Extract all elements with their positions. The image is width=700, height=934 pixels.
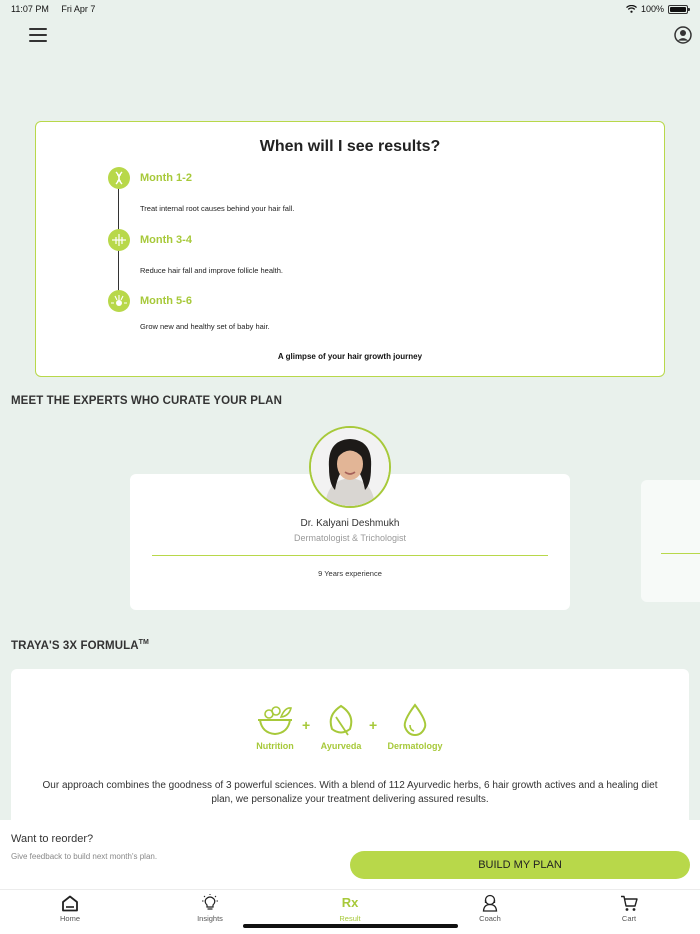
step-month-3: Month 5-6 [140, 295, 192, 307]
expert-divider [152, 555, 548, 556]
plus-icon: + [369, 717, 378, 733]
tab-label-home: Home [59, 914, 80, 923]
battery-percent: 100% [640, 4, 664, 14]
formula-section-title [11, 639, 149, 652]
tab-home[interactable] [40, 894, 100, 923]
step-month-2: Month 3-4 [140, 234, 192, 246]
wifi-icon [626, 5, 637, 13]
formula-label-ayurveda: Ayurveda [320, 741, 362, 751]
status-left [11, 4, 95, 14]
tab-cart[interactable] [599, 894, 659, 923]
hamburger-menu-icon[interactable] [29, 28, 47, 42]
tab-coach[interactable] [460, 894, 520, 923]
reorder-subtitle: Give feedback to build next month's plan. [11, 852, 158, 861]
formula-card [11, 669, 689, 829]
battery-level [670, 7, 686, 12]
cart-icon [620, 895, 638, 912]
bowl-icon [255, 703, 295, 737]
formula-label-nutrition: Nutrition [256, 741, 294, 751]
build-my-plan-button[interactable]: BUILD MY PLAN [350, 851, 690, 879]
profile-icon[interactable] [674, 26, 692, 44]
step-desc-2: Reduce hair fall and improve follicle health. [140, 266, 283, 275]
avatar [309, 426, 391, 508]
reorder-title: Want to reorder? [11, 833, 94, 845]
trademark: TM [138, 639, 149, 646]
plus-icon: + [302, 717, 311, 733]
leaf-icon [324, 703, 358, 737]
results-card [35, 121, 665, 377]
status-date: Fri Apr 7 [61, 4, 96, 14]
formula-description: Our approach combines the goodness of 3 powerful sciences. With a blend of 112 Ayurvedic herbs, 6 hair growth actives and a healing diet plan, we personalize your treatment delivering assured results. [42, 780, 658, 805]
journey-caption: A glimpse of your hair growth journey [277, 352, 423, 361]
step-desc-3: Grow new and healthy set of baby hair. [140, 322, 270, 331]
drop-icon [400, 703, 430, 737]
bulb-icon [201, 894, 219, 912]
expert-card-next[interactable] [641, 480, 700, 602]
dna-icon [108, 167, 130, 189]
expert-role: Dermatologist & Trichologist [293, 533, 407, 543]
tab-label-cart: Cart [621, 914, 637, 923]
status-right [626, 4, 688, 14]
coach-icon [482, 894, 498, 912]
status-bar [0, 0, 700, 18]
status-time: 11:07 PM [11, 4, 49, 14]
formula-label-dermatology: Dermatology [387, 741, 443, 751]
formula-title-text: TRAYA'S 3X FORMULA [11, 639, 139, 652]
home-indicator [243, 924, 458, 928]
expert-name: Dr. Kalyani Deshmukh [300, 518, 400, 529]
formula-ayurveda [315, 703, 367, 751]
results-title: When will I see results? [259, 138, 441, 155]
tab-label-result: Result [339, 914, 361, 923]
formula-nutrition [253, 703, 297, 751]
home-icon [61, 895, 79, 912]
tab-insights[interactable] [180, 894, 240, 923]
rx-icon: Rx [341, 895, 359, 910]
formula-dermatology [383, 703, 447, 751]
reorder-bar [0, 820, 700, 890]
tab-label-coach: Coach [479, 914, 501, 923]
follicle-icon [108, 229, 130, 251]
battery-icon [668, 5, 688, 14]
expert-experience: 9 Years experience [318, 569, 382, 578]
step-desc-1: Treat internal root causes behind your hair fall. [140, 204, 295, 213]
step-month-1: Month 1-2 [140, 172, 192, 184]
tab-label-insights: Insights [197, 914, 223, 923]
tab-result[interactable] [320, 894, 380, 923]
hair-growth-icon [108, 290, 130, 312]
experts-section-title: MEET THE EXPERTS WHO CURATE YOUR PLAN [11, 395, 282, 407]
